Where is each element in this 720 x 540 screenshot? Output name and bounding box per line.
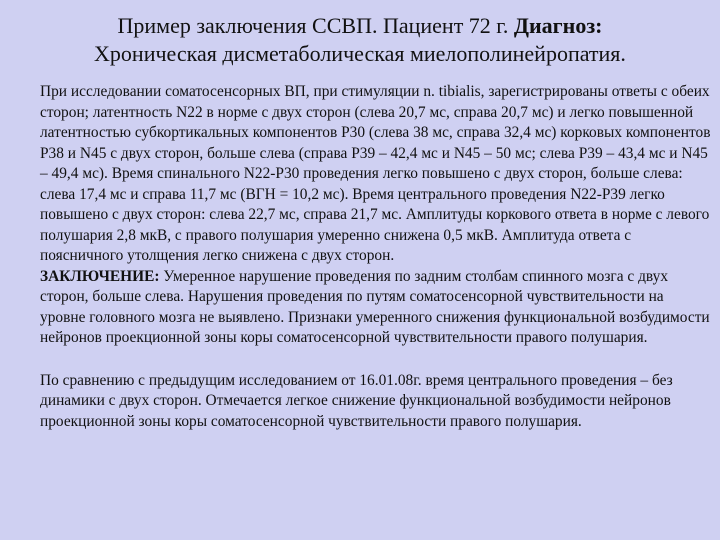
conclusion-text: Умеренное нарушение проведения по задним столбам спинного мозга с двух сторон, больше слева. Нарушения проведения по путям соматосенсорной чувствительности на уровне головного мозга не выявлено. Признаки умеренного снижения функциональной возбудимости нейронов проекционной зоны коры соматосенсорной чувствительности правого полушария. (40, 267, 710, 346)
conclusion-paragraph (40, 267, 712, 349)
title-line-1-text: Пример заключения ССВП. Пациент 72 г. (117, 13, 514, 38)
paragraph-spacer (40, 349, 712, 371)
conclusion-label: ЗАКЛЮЧЕНИЕ: (40, 267, 160, 285)
comparison-paragraph: По сравнению с предыдущим исследованием от 16.01.08г. время центрального проведения – без динамики с двух сторон. Отмечается легкое снижение функциональной возбудимости нейронов проекционной зоны коры соматосенсорной чувствительности правого полушария. (40, 371, 673, 430)
slide-title (0, 12, 720, 68)
slide-body (40, 82, 712, 432)
title-diagnosis-label: Диагноз: (513, 13, 603, 38)
findings-paragraph: При исследовании соматосенсорных ВП, при стимуляции n. tibialis, зарегистрированы ответы с обеих сторон; латентность N22 в норме с двух сторон (слева 20,7 мс, справа 20,7 мс) и легко повышенной латентностью субкортикальных компонентов P30 (слева 38 мс, справа 32,4 мс) корковых компонентов P38 и N45 с двух сторон, больше слева (справа P39 – 42,4 мс и N45 – 50 мс; слева P39 – 43,4 мс и N45 – 49,4 мс). Время спинального N22-P30 проведения легко повышено с двух сторон, больше слева: слева 17,4 мс и справа 11,7 мс (ВГН = 10,2 мс). Время центрального проведения N22-P39 легко повышено с двух сторон: слева 22,7 мс, справа 21,7 мс. Амплитуды коркового ответа в норме с левого полушария 2,8 мкВ, с правого полушария умеренно снижена 0,5 мкВ. Амплитуда ответа с поясничного утолщения легко снижена с двух сторон. (40, 83, 711, 264)
title-line-1 (0, 12, 720, 40)
title-line-2: Хроническая дисметаболическая миелополинейропатия. (94, 41, 626, 66)
